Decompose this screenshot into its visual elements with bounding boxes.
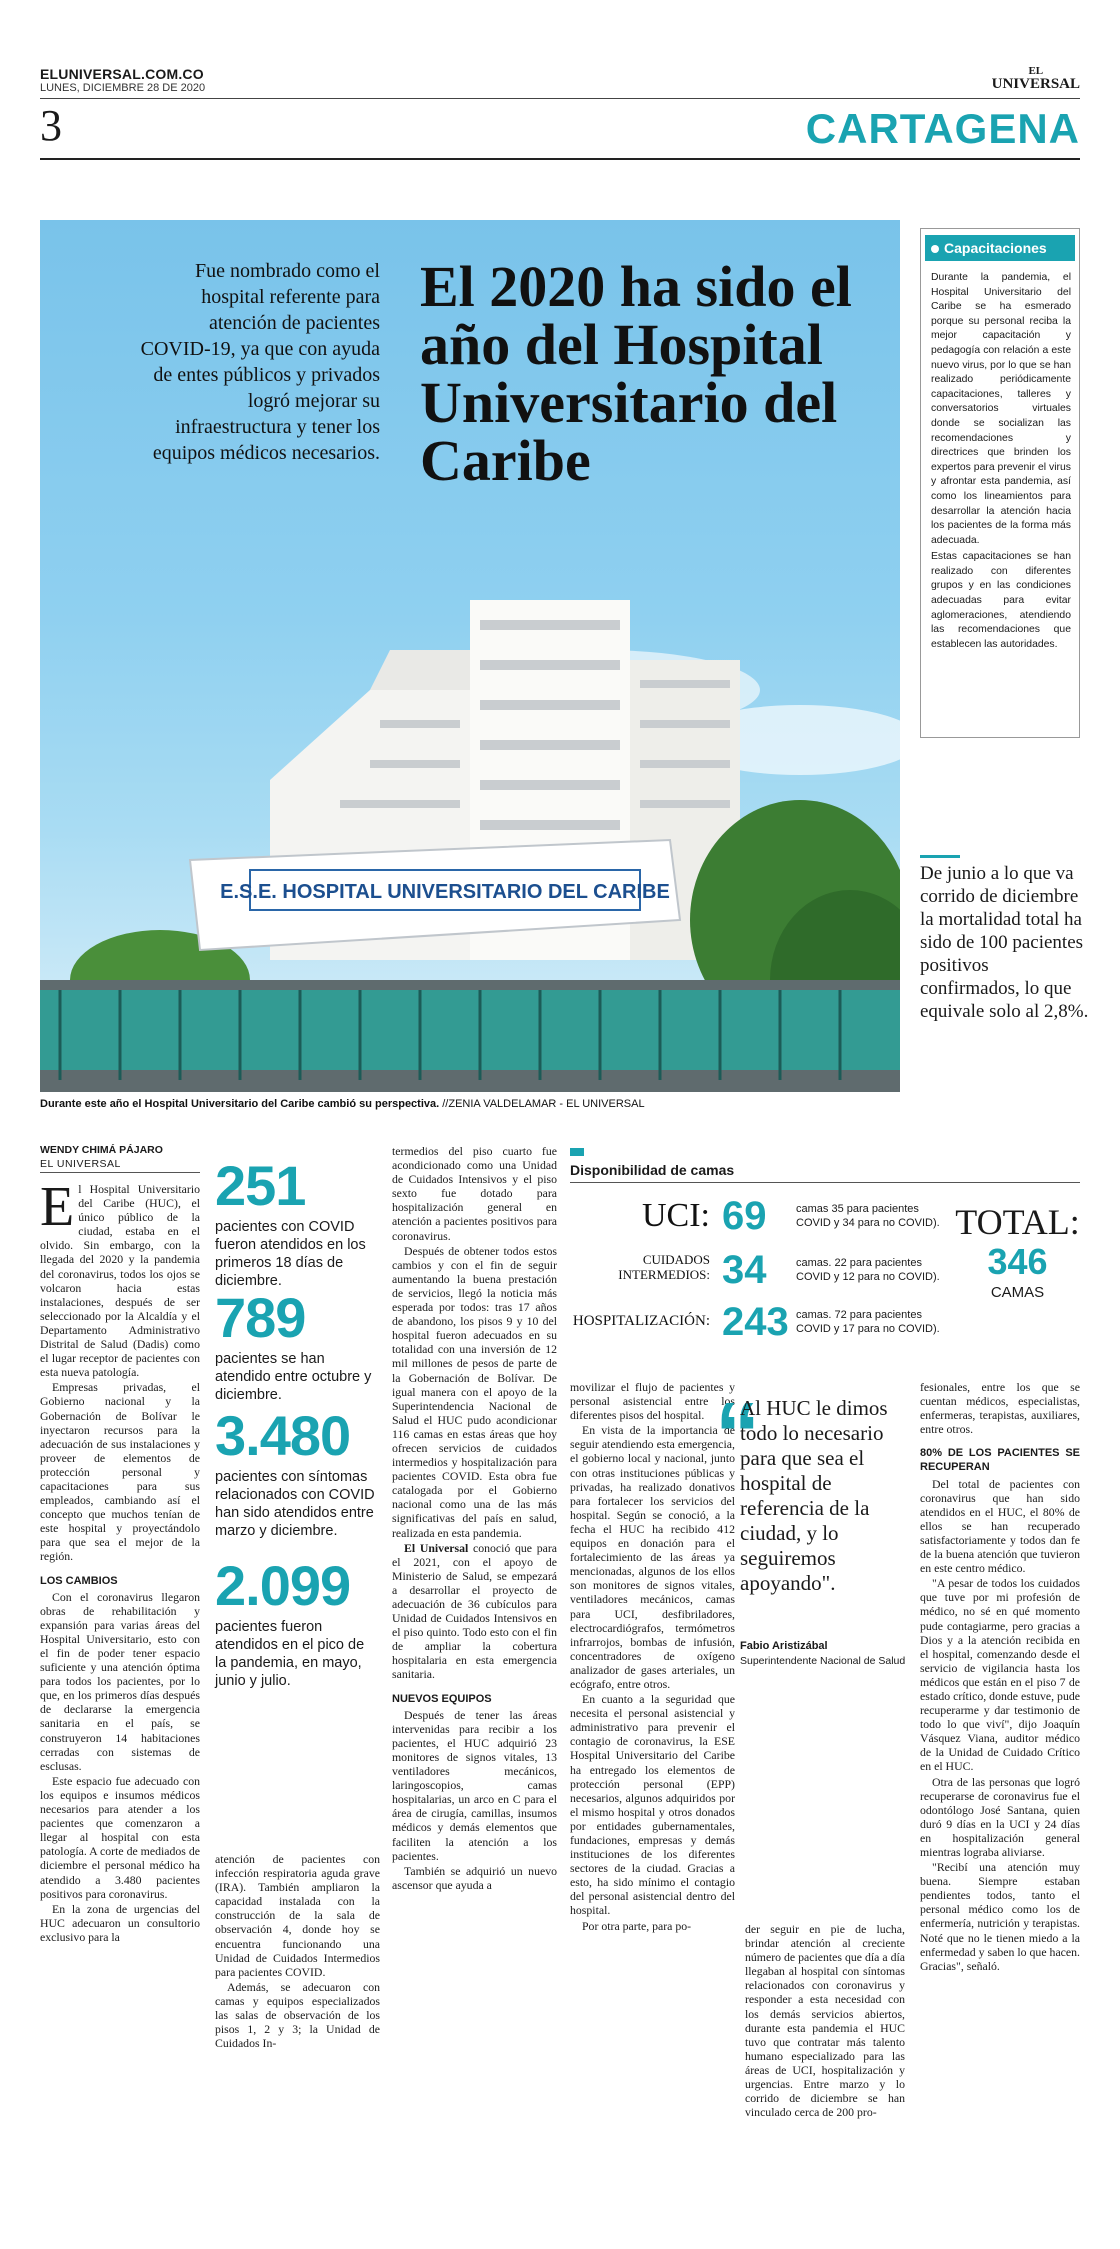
article-p6: atención de pacientes con infección respiratoria aguda grave (IRA). También ampliaron la capacidad instalada con la construcción de la sala de observación 4, donde hoy se encuentra funcionando una Unidad de Cuidados Intermedios para pacientes COVID.: [215, 1852, 380, 1979]
article-p11: Después de tener las áreas intervenidas para recibir a los pacientes, el HUC adquirió 23 monitores de signos vitales, 13 ventiladores mecánicos, laringoscopios, camas hospitalarias, un arco en C para el área de cirugía, camillas, insumos médicos y demás elementos que faciliten la atención a los pacientes.: [392, 1707, 557, 1863]
article-p22: "Recibí una atención muy buena. Siempre estaban pendientes todos, tanto el personal médico como los de enfermería, nutrición y terapistas. Noté que no le tienen miedo a la enfermedad y saben lo que hacen. Gracias", señaló.: [920, 1860, 1080, 1973]
header-rule: [40, 98, 1080, 99]
byline-author: WENDY CHIMÁ PÁJARO: [40, 1144, 163, 1156]
beds-note-hospitalizacion: camas. 72 para pacientes COVID y 17 para no COVID).: [796, 1309, 940, 1335]
article-p5: En la zona de urgencias del HUC adecuaron un consultorio exclusivo para la: [40, 1901, 200, 1944]
article-column-3: [392, 1144, 557, 1893]
article-column-4: [570, 1380, 735, 1934]
photo-caption: [40, 1098, 900, 1110]
article-p18: fesionales, entre los que se cuentan médicos, especialistas, enfermeras, terapistas, auxiliares, entre otros.: [920, 1380, 1080, 1437]
caption-credit: //ZENIA VALDELAMAR - EL UNIVERSAL: [439, 1098, 645, 1110]
figure-block: [215, 1286, 375, 1404]
byline-outlet: EL UNIVERSAL: [40, 1158, 121, 1170]
article-p12: También se adquirió un nuevo ascensor que ayuda a: [392, 1863, 557, 1892]
caption-text: Durante este año el Hospital Universitario del Caribe cambió su perspectiva.: [40, 1098, 440, 1110]
beds-total-unit: CAMAS: [990, 1284, 1045, 1301]
figure-number: 2.099: [215, 1554, 351, 1617]
article-p7: Además, se adecuaron con camas y equipos especializados las salas de observación de los pisos 1, 2 y 3; la Unidad de Cuidados In-: [215, 1979, 380, 2051]
hospital-sign-text: E.S.E. HOSPITAL UNIVERSITARIO DEL CARIBE: [220, 881, 670, 903]
logo-bottom: UNIVERSAL: [991, 76, 1080, 92]
article-p14: En vista de la importancia de seguir atendiendo esta emergencia, el gobierno local y nacional, junto con otras instituciones públicas y privadas, ha realizado donativos para fortalecer los servicios del hospital. Según se conoció, a la fecha el HUC ha recibido 412 equipos en donación para el fortalecimiento de las áreas ya mencionadas, algunos de los ellos son monitores de signos vitales, ventiladores mecánicos, camas para UCI, desfibriladores, electrocardiógrafos, termómetros infrarrojos, bombas de infusión, concentradores de oxígeno analizador de gases arteriales, un ecógrafo, entre otros.: [570, 1423, 735, 1691]
article-p17: der seguir en pie de lucha, brindar atención al creciente número de pacientes que día a día llegaban al hospital con síntomas relacionados con coronavirus y responder a esta necesidad con los demás servicios abiertos, durante esta pandemia el HUC tuvo que contratar más talento humano especializado para las áreas de UCI, hospitalización y urgencias. Entre marzo y lo corrido de diciembre se han vinculado cerca de 200 pro-: [745, 1922, 905, 2120]
beds-total-number: 346: [987, 1241, 1048, 1282]
figure-text: pacientes se han atendido entre octubre y diciembre.: [215, 1351, 372, 1403]
beds-label-hospitalizacion: HOSPITALIZACIÓN:: [572, 1313, 710, 1329]
beds-title: Disponibilidad de camas: [570, 1162, 735, 1178]
stat-accent-rule: [920, 855, 960, 858]
beds-note-intermedios: camas. 22 para pacientes COVID y 12 para no COVID).: [796, 1257, 940, 1283]
figure-block: [215, 1554, 375, 1690]
article-p9: Después de obtener todos estos cambios y con el fin de seguir aumentando la buena prestación de servicios, llegó la noticia más esperada por todos: tras 17 años de abandono, los pisos 9 y 10 del hospital fueron adecuados en su totalidad con una inversión de 12 mil millones de pesos de parte de la Gobernación de Bolívar. De igual manera con el apoyo de la Superintendencia Nacional de Salud el HUC pudo acondicionar 116 camas en estas áreas que hoy ofrecen servicios de cuidados intermedios y hospitalización para pacientes COVID. Esta obra fue catalogada por el Gobierno nacional como una de las más significativas del país en salud, realizada en esta pandemia.: [392, 1243, 557, 1540]
article-p3: Con el coronavirus llegaron obras de rehabilitación y expansión para varias áreas del Hospital Universitario, esto con el fin de poder tener espacio suficiente y una atención óptima para todos los pacientes, por lo que, en los primeros días después de declararse la emergencia sanitaria en el país, se construyeron 14 habitaciones cerradas con sistemas de esclusas.: [40, 1589, 200, 1773]
mortality-stat: De junio a lo que va corrido de diciembre la mortalidad total ha sido de 100 pacientes positivos confirmados, lo que equivale solo al 2,8%.: [920, 863, 1089, 1022]
figure-text: pacientes con síntomas relacionados con COVID han sido atendidos entre marzo y diciembre.: [215, 1469, 375, 1539]
beds-rule: [570, 1182, 1080, 1183]
beds-accent: [570, 1148, 584, 1156]
beds-total-label: TOTAL:: [955, 1202, 1080, 1242]
capacitaciones-box: [920, 228, 1080, 738]
subhead-recuperan: 80% DE LOS PACIENTES SE RECUPERAN: [920, 1447, 1080, 1474]
quote-role: Superintendente Nacional de Salud: [740, 1655, 906, 1667]
beds-label-intermedios: CUIDADOS INTERMEDIOS:: [618, 1252, 710, 1282]
article-p20: "A pesar de todos los cuidados que tuve por mi profesión de médico, no sé en qué momento pude contagiarme, pero gracias a Dios y a la atención recibida en el hospital, comenzando desde el servicio de vigilancia hasta los médicos que están en el piso 7 de estado crítico, donde estuve, pude recuperarme y dar testimonio de todo lo que viví", dijo Joaquín Vásquez Viana, auditor médico de la Unidad de Cuidado Crítico en el HUC.: [920, 1576, 1080, 1774]
figure-block: [215, 1154, 375, 1290]
figure-block: [215, 1404, 375, 1540]
article-column-5: [745, 1922, 905, 2120]
article-p13: movilizar el flujo de pacientes y personal asistencial entre los diferentes pisos del hospital.: [570, 1380, 735, 1423]
section-rule: [40, 158, 1080, 160]
article-p19: Del total de pacientes con coronavirus que han sido atendidos en el HUC, el 80% de ellos se han recuperado satisfactoriamente y todos dan fe de la buena atención que tuvieron en este centro médico.: [920, 1476, 1080, 1576]
figure-number: 251: [215, 1154, 306, 1217]
newspaper-logo: [992, 66, 1080, 92]
bullet-icon: [931, 245, 939, 253]
beds-note-uci: camas 35 para pacientes COVID y 34 para no COVID).: [796, 1203, 940, 1229]
article-p16: Por otra parte, para po-: [582, 1918, 692, 1933]
drop-cap: E: [40, 1176, 75, 1238]
capacitaciones-title: Capacitaciones: [944, 240, 1047, 256]
pull-quote: Al HUC le dimos todo lo necesario para que sea el hospital de referencia de la ciudad, y lo seguiremos apoyando".: [740, 1396, 888, 1595]
site-url: ELUNIVERSAL.COM.CO: [40, 66, 204, 82]
article-column-6: [920, 1380, 1080, 1974]
article-p10: conoció que para el 2021, con el apoyo de Ministerio de Salud, se empezará a desarrollar el proyecto de adecuación de 36 cubículos para Unidad de Cuidados Intensivos en el piso quinto. Todo esto con el fin de ampliar la cobertura hospitalaria en esta emergencia sanitaria.: [392, 1540, 557, 1682]
article-p8: termedios del piso cuarto fue acondicionado como una Unidad de Cuidados Intensivos y el piso sexto fue dotado para hospitalización general en atención a pacientes positivos para coronavirus.: [392, 1144, 557, 1243]
subhead-equipos: NUEVOS EQUIPOS: [392, 1692, 492, 1705]
article-p1: l Hospital Universitario del Caribe (HUC), el único público de la ciudad, estaba en el olvido. Sin embargo, con la llegada del 2020 y la pandemia del coronavirus, todos los ojos se volcaron hacia estas instalaciones, después de ser seleccionado por la Alcaldía y el Departamento Administrativo Distrital de Salud (Dadis) como el lugar receptor de pacientes con esta nueva patología.: [40, 1182, 200, 1380]
capacitaciones-body: [931, 271, 1071, 654]
figure-number: 3.480: [215, 1404, 351, 1467]
page-number: 3: [40, 101, 62, 150]
article-p4: Este espacio fue adecuado con los equipos e insumos médicos necesarios para atender a los pacientes que comenzaron a llegar al hospital con esta patología. A corte de mediados de diciembre el personal médico ha atendido a 3.480 pacientes positivos para coronavirus.: [40, 1773, 200, 1901]
article-p21: Otra de las personas que logró recuperarse de coronavirus fue el odontólogo José Santana, quien duró 9 días en la UCI y 24 días en hospitalización general mientras lograba aliviarse.: [920, 1774, 1080, 1859]
quote-mark-icon: “: [715, 1385, 760, 1485]
quote-author: Fabio Aristizábal: [740, 1640, 828, 1652]
article-p2: Empresas privadas, el Gobierno nacional y la Gobernación de Bolívar le inyectaron recursos para la adecuación de sus instalaciones y proveer de elementos de protección personal y capacitaciones para sus empleados, cambiando así el concepto que muchos tenían de este hospital y proyectándolo para que sea el mejor de la región.: [40, 1380, 200, 1564]
subhead-cambios: LOS CAMBIOS: [40, 1574, 118, 1587]
issue-date: LUNES, DICIEMBRE 28 DE 2020: [40, 82, 206, 94]
capacitaciones-p1: Durante la pandemia, el Hospital Universitario del Caribe se ha esmerado porque su personal reciba la mejor capacitación y pedagogía con relación a este nuevo virus, por lo que se han realizado periódicamente capacitaciones, talleres y conversatorios virtuales donde se socializan las recomendaciones y directrices que brinden los expertos para prevenir el virus y afrontar esta pandemia, así como los lineamientos para desarrollar la atención hacia los pacientes de la forma más adecuada.: [931, 272, 1071, 546]
outlet-mention: El Universal: [404, 1540, 469, 1555]
section-title: CARTAGENA: [805, 105, 1080, 152]
byline-rule: [40, 1172, 200, 1173]
beds-label-uci: UCI:: [642, 1197, 710, 1234]
figure-text: pacientes con COVID fueron atendidos en los primeros 18 días de diciembre.: [215, 1219, 366, 1289]
article-column-2: [215, 1852, 380, 2051]
article-column-1: [40, 1176, 200, 1945]
figure-number: 789: [215, 1286, 306, 1349]
capacitaciones-header: [925, 235, 1075, 261]
logo-top: EL: [1028, 65, 1044, 77]
beds-num-uci: 69: [722, 1194, 767, 1238]
capacitaciones-p2: Estas capacitaciones se han realizado con diferentes grupos y en las condiciones adecuadas para evitar aglomeraciones, atendiendo las recomendaciones que establecen las autoridades.: [931, 551, 1071, 650]
article-deck: Fue nombrado como el hospital referente para atención de pacientes COVID-19, ya que con ayuda de entes públicos y privados logró mejorar su infraestructura y tener los equipos médicos necesarios.: [140, 260, 380, 464]
article-p15: En cuanto a la seguridad que necesita el personal asistencial y administrativo para prevenir el contagio de coronavirus, la ESE Hospital Universitario del Caribe ha entregado los elementos de protección personal (EPP) necesarios, algunos adquiridos por el mismo hospital y otros donados por entidades gubernamentales, fundaciones, empresas y demás instituciones de los diferentes sectores de la ciudad. Gracias a esto, ha sido mínimo el contagio del personal asistencial dentro del hospital.: [570, 1692, 735, 1918]
beds-num-intermedios: 34: [722, 1248, 767, 1292]
figure-text: pacientes fueron atendidos en el pico de la pandemia, en mayo, junio y julio.: [215, 1619, 365, 1689]
beds-num-hospitalizacion: 243: [722, 1300, 789, 1344]
article-headline: El 2020 ha sido el año del Hospital Universitario del Caribe: [420, 254, 852, 493]
